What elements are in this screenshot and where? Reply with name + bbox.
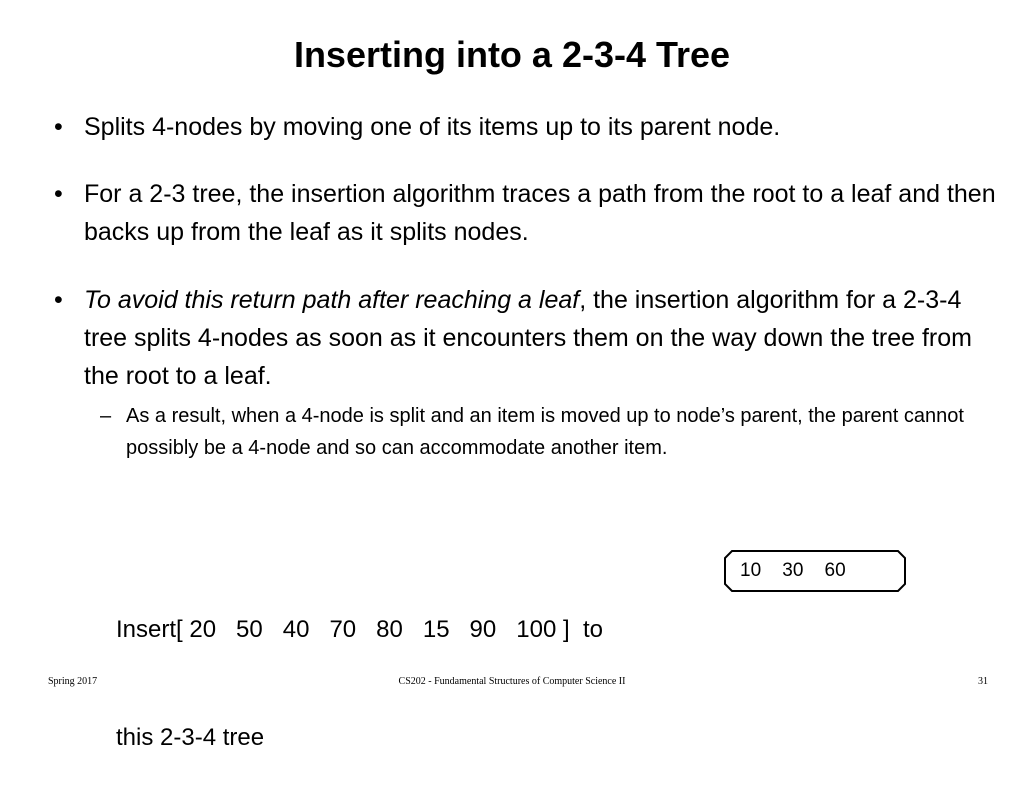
sub-bullet-item bbox=[100, 400, 1000, 464]
bullet-marker: • bbox=[54, 113, 63, 141]
bullet-item-3 bbox=[54, 281, 1004, 395]
footer-left: Spring 2017 bbox=[48, 676, 98, 687]
italic-phrase: To avoid this return path after reaching a leaf bbox=[84, 286, 580, 314]
insert-line-2: this 2-3-4 tree bbox=[116, 724, 265, 751]
bullet-text bbox=[84, 281, 1004, 395]
bullet-text-rest: , the insertion algorithm for a 2-3-4 tree splits 4-nodes as soon as it encounters them on the way down the tree from the root to a leaf. bbox=[84, 286, 972, 390]
bullet-marker: • bbox=[54, 180, 63, 208]
footer-page-number: 31 bbox=[978, 676, 988, 687]
sub-bullet-text: As a result, when a 4-node is split and an item is moved up to node’s parent, the parent cannot possibly be a 4-node and so can accommodate another item. bbox=[126, 405, 964, 459]
sub-bullet-marker: – bbox=[100, 405, 112, 427]
bullet-text: For a 2-3 tree, the insertion algorithm traces a path from the root to a leaf and then backs up from the leaf as it splits nodes. bbox=[84, 180, 996, 246]
tree-node bbox=[724, 550, 906, 592]
bullet-item-1 bbox=[54, 108, 1004, 146]
bullet-text: Splits 4-nodes by moving one of its items up to its parent node. bbox=[84, 113, 781, 141]
bullet-item-2 bbox=[54, 175, 1004, 251]
bullet-marker: • bbox=[54, 286, 63, 314]
insert-line-1: Insert[ 20 50 40 70 80 15 90 100 ] to bbox=[116, 616, 603, 643]
tree-node-values: 10 30 60 bbox=[740, 560, 846, 581]
insert-instruction bbox=[116, 540, 603, 792]
slide-title: Inserting into a 2-3-4 Tree bbox=[293, 34, 731, 75]
footer-center: CS202 - Fundamental Structures of Computer Science II bbox=[398, 676, 626, 687]
